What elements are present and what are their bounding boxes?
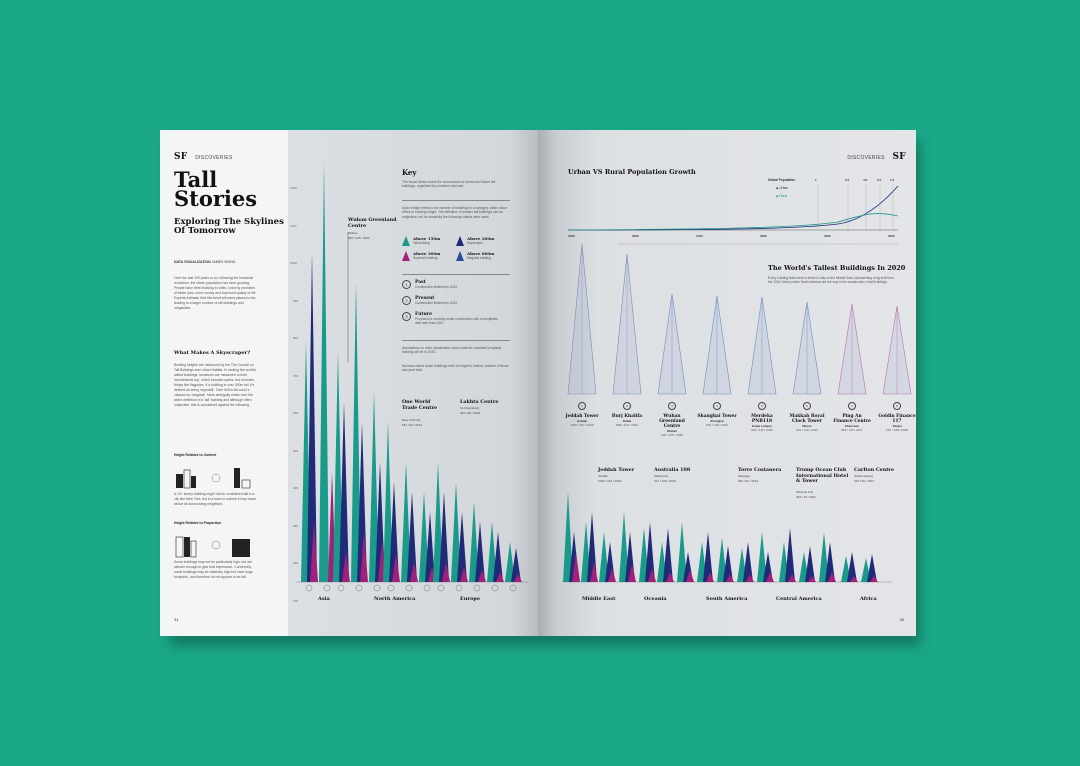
region-label-asia: Asia [318, 596, 330, 602]
left-running-header [174, 152, 233, 162]
status-title: Future [415, 312, 432, 317]
magazine-logo: SF [892, 152, 906, 162]
height-legend [402, 236, 510, 261]
urban-label: Urban [779, 186, 789, 190]
proportion-heading: Height Relative to Proportion [174, 521, 221, 525]
spike-skyscraper [867, 554, 877, 582]
building-rank: 1 [578, 402, 586, 410]
key-text: Spike height refers to the number of buildings in a category, while colour refers to building height. The definition of smaller tall buildings can be subjective, but for simplicity the following criteria were used: [402, 206, 508, 219]
building-name: Jeddah Tower [565, 414, 599, 419]
key-text: The visual below charts the construction of recent and future tall buildings, organised by continent and size. [402, 180, 496, 189]
y-axis-tick-label: 600 [293, 411, 299, 415]
y-axis-tick-label: 1200 [290, 186, 297, 190]
callout-stats: 541 / 94 / 2014 [402, 423, 423, 427]
building-stats: 601 / 120 / 2012 [796, 428, 818, 432]
region-label-central-america: Central America [776, 596, 822, 602]
legend-title: Above 300m [413, 251, 441, 256]
y-axis-tick-label: 100 [293, 598, 299, 603]
callout-city: Johannesburg [854, 474, 874, 478]
right-running-header [847, 152, 906, 162]
building-name: Wuhan Greenland Centre [659, 414, 685, 429]
spike-skyscraper [645, 522, 655, 582]
building-stats: 632 / 128 / 2015 [706, 423, 728, 427]
spike-skyscraper [743, 542, 753, 582]
building-stats: 1000 / 167 / 2020 [570, 423, 594, 427]
building-stats: 599 / 115 / 2017 [841, 428, 863, 432]
y-axis-tick-label: 200 [293, 561, 299, 565]
building-entry [697, 402, 737, 427]
status-number: 3 [402, 312, 411, 321]
article-title: Tall Stories [174, 167, 258, 211]
status-desc: Construction finished by 2020 [415, 301, 457, 305]
building-entry [832, 402, 872, 432]
context-illustration [174, 466, 258, 488]
skyscraper-text: Building heights are measured by the The Council on Tall Buildings and Urban Habitat. In ranking the world's tallest buildings, structures are measured to their 'architectural top', which includes spires, but excludes things like flagpoles. If a building is over 300m tall, it's defined as being 'supertall'. Over 600m tall and it's classed as 'megatall'. More ambiguity exists over the wider definition of a 'tall' building and although often subjective, this is considered against the following. [174, 363, 257, 407]
credit-label: DATA VISUALIZATION [174, 260, 211, 264]
callout-stats: 223 / 50 / 1973 [854, 479, 875, 483]
building-entry [652, 402, 692, 437]
right-page [538, 130, 916, 636]
building-stats: 828 / 163 / 2010 [616, 423, 638, 427]
status-circle [438, 585, 444, 591]
status-number: 2 [402, 296, 411, 305]
pop-axis-tick-label: 1900 [824, 234, 831, 238]
spike-skyscraper [805, 546, 815, 582]
intro-text: Over the last 200 years or so, following the Industrial revolution, the urban population has been growing. People have been flocking to cities, lured by promises of better jobs, more money and improved quality of life. Experts estimate that this trend will need places to live, leading to a larger number of tall buildings and megacities. [174, 276, 257, 310]
building-name: Burj Khalifa [611, 414, 643, 419]
building-stats: 597 / 128 / 2018 [886, 428, 908, 432]
navy-spike-icon [456, 236, 464, 246]
building-name: Shanghai Tower [697, 414, 737, 419]
key-note: Numbers listed under buildings refer to height in metres, number of floors and year built. [402, 364, 509, 373]
pop-marker-label: 4.5 [863, 178, 868, 182]
legend-item [456, 251, 510, 261]
callout-city: Melbourne [654, 474, 669, 478]
status-item [402, 280, 505, 289]
y-axis-tick-label: 400 [293, 486, 299, 490]
building-rank: 7 [848, 402, 856, 410]
status-title: Present [415, 296, 435, 301]
status-circle [474, 585, 480, 591]
pop-marker-label: 7.5 [890, 178, 895, 182]
status-circle [306, 585, 312, 591]
callout-stats: 300 / 62 / 2014 [738, 479, 759, 483]
building-rank: 2 [623, 402, 631, 410]
y-axis-tick-label: 0 [293, 636, 295, 640]
callout-name: Carlton Centre [854, 467, 895, 473]
callout-stats: 462 / 86 / 2018 [460, 411, 481, 415]
status-circle [388, 585, 394, 591]
building-city: Kuala Lumpur [751, 424, 773, 428]
callout-name: Trump Ocean Club International Hotel & Tower [796, 467, 849, 484]
left-page-number: 34 [174, 617, 179, 622]
credit-name: JAMES WONG [211, 260, 236, 264]
callout-city: Santiago [738, 474, 750, 478]
building-entry [787, 402, 827, 432]
building-city: Shenzhen [844, 424, 860, 428]
status-desc: Construction finished by 2020 [415, 285, 457, 289]
legend-title: Above 150m [413, 236, 441, 241]
building-entry [877, 402, 917, 432]
population-chart [568, 178, 908, 242]
rural-label: Rural [779, 194, 787, 198]
left-page [160, 130, 538, 640]
callout-name: Wuhan Greenland Centre [348, 217, 397, 229]
building-rank: 5 [758, 402, 766, 410]
building-rank: 6 [803, 402, 811, 410]
callout-name: Australia 108 [654, 467, 691, 473]
building-city: Mecca [802, 424, 812, 428]
context-text: A 10+ storey building might not be considered tall in a city like New York, but in a town or suburb it may tower above its surrounding neighbors. [174, 492, 256, 506]
legend-desc: Supertall building [413, 256, 438, 260]
y-axis-tick-label: 800 [293, 336, 299, 340]
status-circle [492, 585, 498, 591]
y-axis-tick-label: 700 [293, 373, 299, 378]
building-rank: 4 [713, 402, 721, 410]
legend-desc: Tall building [413, 241, 430, 245]
urban-line [568, 186, 898, 230]
building-name: Ping An Finance Centre [833, 414, 871, 424]
legend-desc: Skyscraper [467, 241, 483, 245]
status-circle [406, 585, 412, 591]
building-stats: 630 / 118 / 2020 [751, 428, 773, 432]
status-circle [510, 585, 516, 591]
proportion-illustration [174, 533, 258, 557]
region-label-south-america: South America [706, 596, 748, 602]
status-item [402, 296, 505, 305]
region-label-oceania: Oceania [644, 596, 667, 602]
pop-axis-tick-label: 1500 [568, 234, 575, 238]
region-label-africa: Africa [860, 596, 877, 602]
status-circle [424, 585, 430, 591]
status-circle [356, 585, 362, 591]
magazine-logo: SF [174, 152, 188, 162]
legend-item [456, 236, 510, 246]
building-entry [607, 402, 647, 427]
status-item [402, 312, 505, 325]
spike-skyscraper [847, 552, 857, 582]
callout-stats: 1000 / 167 / 2020 [598, 479, 622, 483]
building-rank: 3 [668, 402, 676, 410]
pop-marker-label: 1 [815, 178, 817, 182]
legend-desc: Megatall building [467, 256, 491, 260]
building-stats: 636 / 125 / 2018 [661, 433, 683, 437]
building-illustrations [558, 240, 898, 400]
status-circle [456, 585, 462, 591]
callout-stats: 636 / 125 / 2020 [348, 236, 370, 240]
key-divider [402, 340, 510, 341]
spike-skyscraper [307, 252, 317, 582]
building-rank: 8 [893, 402, 901, 410]
y-axis-tick-label: 300 [293, 523, 299, 528]
article-subtitle: Exploring The Skylines Of Tomorrow [174, 217, 284, 236]
spike-skyscraper [703, 532, 713, 582]
spike-skyscraper [663, 528, 673, 582]
pop-legend-urban: ◆ Urban [776, 186, 789, 190]
y-axis-tick-label: 1100 [290, 223, 297, 228]
spike-skyscraper [785, 528, 795, 582]
skyscraper-heading: What Makes A Skyscraper? [174, 350, 251, 356]
pop-marker-label: 5.5 [877, 178, 882, 182]
callout-name: One World Trade Centre [402, 399, 438, 411]
region-label-north-america: North America [374, 596, 416, 602]
building-city: Dubai [622, 419, 632, 423]
y-axis-tick-label: 900 [293, 298, 299, 303]
status-circle [324, 585, 330, 591]
tallest-text: Every building listed here is either in Asia or the Middle East, representing a big shift from the 20th Century when North America led the way in the construction of tall buildings. [768, 276, 894, 285]
key-note: Annotations on main visualisation show what the continent's highest building will be in 2020. [402, 346, 502, 355]
key-divider [402, 200, 510, 201]
building-name: Makkah Royal Clock Tower [789, 414, 825, 424]
status-circle [338, 585, 344, 591]
building-name: Merdeka PNB118 [751, 414, 773, 424]
pop-axis-tick-label: 2000 [888, 234, 895, 238]
callout-city: New York City [402, 418, 421, 422]
proportion-text: Some buildings may not be particularly high, but are slender enough to give that impression. Conversely, some buildings may be relatively high but have huge footprints, and therefore do not appear to be tall. [174, 560, 253, 579]
callout-name: Lakhta Centre [460, 399, 499, 405]
building-entry [742, 402, 782, 432]
building-city: Wuhan [667, 429, 677, 433]
region-label-middle-east: Middle East [582, 596, 616, 602]
magazine-spread [160, 130, 916, 640]
right-page-number: 35 [899, 617, 904, 622]
key-title: Key [402, 168, 417, 177]
y-axis-tick-label: 500 [293, 448, 299, 453]
callout-stats: 284 / 70 / 2011 [796, 495, 816, 499]
magenta-spike-icon [402, 251, 410, 261]
building-city: Tianjin [892, 424, 902, 428]
spike-tall [319, 162, 329, 582]
tallest-title: The World's Tallest Buildings In 2020 [768, 264, 906, 272]
status-number: 1 [402, 280, 411, 289]
section-label: DISCOVERIES [195, 155, 233, 161]
context-heading: Height Relative to Context [174, 453, 217, 457]
status-title: Past [415, 280, 426, 285]
pop-axis-tick-label: 1800 [760, 234, 767, 238]
callout-name: Jeddah Tower [598, 467, 635, 473]
pop-axis-tick-label: 1600 [632, 234, 639, 238]
pop-legend-title: Global Population [768, 178, 796, 182]
legend-title: Above 200m [467, 236, 495, 241]
blue-spike-icon [456, 251, 464, 261]
building-entry [562, 402, 602, 427]
building-city: Jeddah [576, 419, 588, 423]
pop-legend-rural: ◆ Rural [776, 194, 787, 198]
status-circle [374, 585, 380, 591]
callout-city: Panama City [796, 490, 814, 494]
population-title: Urban VS Rural Population Growth [568, 168, 696, 176]
legend-item [402, 236, 456, 246]
callout-city: St. Petersburg [460, 406, 480, 410]
callout-city: Jeddah [598, 474, 608, 478]
building-name: Goldin Finance 117 [878, 414, 916, 424]
credit-line [174, 260, 236, 264]
legend-item [402, 251, 456, 261]
legend-title: Above 600m [467, 251, 495, 256]
region-label-europe: Europe [460, 596, 481, 602]
callout-name: Torre Costanera [738, 467, 782, 473]
section-label: DISCOVERIES [847, 155, 885, 161]
teal-spike-icon [402, 236, 410, 246]
callout-city: Wuhan [348, 231, 358, 235]
pop-marker-label: 2.5 [845, 178, 850, 182]
status-desc: Proposed or currently under construction with a completion date later than 2020 [415, 317, 499, 325]
y-axis-tick-label: 1000 [290, 261, 297, 265]
key-divider [402, 274, 510, 275]
callout-stats: 317 / 100 / 2020 [654, 479, 676, 483]
building-city: Shanghai [710, 419, 724, 423]
pop-axis-tick-label: 1700 [696, 234, 703, 238]
